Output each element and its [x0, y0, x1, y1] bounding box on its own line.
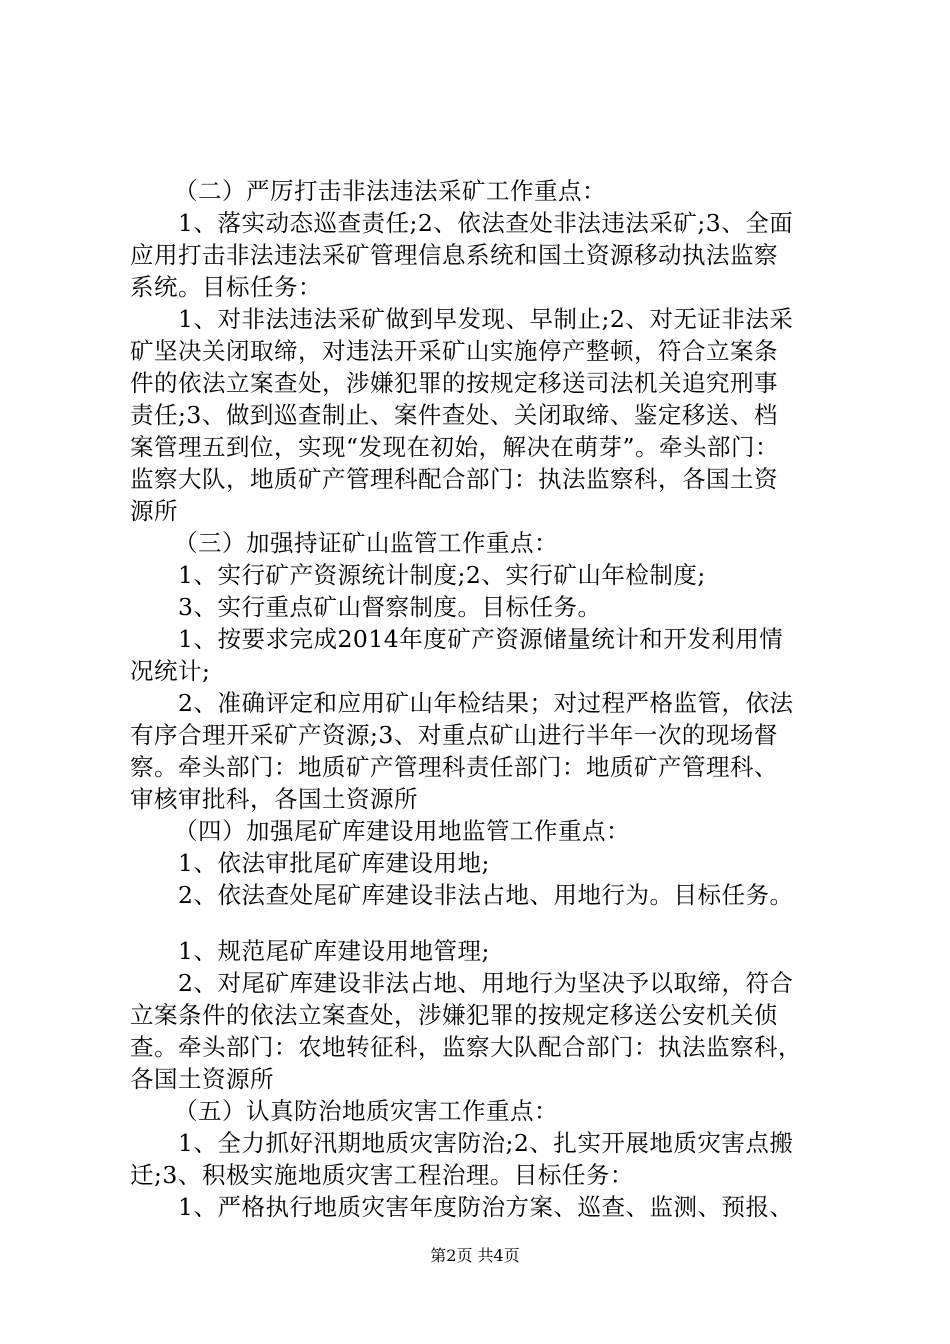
section-3-heading: （三）加强持证矿山监管工作重点： [174, 529, 558, 557]
paragraph-line: 1、落实动态巡查责任;2、依法查处非法违法采矿;3、全面 [178, 209, 794, 237]
paragraph-line: 审核审批科，各国土资源所 [130, 785, 418, 813]
page-footer: 第2页 共4页 [430, 1246, 520, 1265]
paragraph-line: 案管理五到位，实现“发现在初始，解决在萌芽”。牵头部门： [130, 433, 780, 461]
paragraph-line: 查。牵头部门：农地转征科，监察大队配合部门：执法监察科， [130, 1033, 802, 1061]
paragraph-line: 1、对非法违法采矿做到早发现、早制止;2、对无证非法采 [178, 305, 794, 333]
paragraph-line: 迁;3、积极实施地质灾害工程治理。目标任务： [130, 1161, 634, 1189]
paragraph-line: 有序合理开采矿产资源;3、对重点矿山进行半年一次的现场督 [130, 721, 778, 749]
paragraph-line: 源所 [130, 497, 178, 525]
paragraph-line: 1、实行矿产资源统计制度;2、实行矿山年检制度; [178, 561, 706, 589]
section-4-heading: （四）加强尾矿库建设用地监管工作重点： [174, 817, 630, 845]
paragraph-line: 1、规范尾矿库建设用地管理; [178, 937, 490, 965]
paragraph-line: 责任;3、做到巡查制止、案件查处、关闭取缔、鉴定移送、档 [130, 401, 778, 429]
paragraph-line: 矿坚决关闭取缔，对违法开采矿山实施停产整顿，符合立案条 [130, 337, 778, 365]
paragraph-line: 2、对尾矿库建设非法占地、用地行为坚决予以取缔，符合 [178, 969, 794, 997]
paragraph-line: 1、依法审批尾矿库建设用地; [178, 849, 490, 877]
paragraph-line: 察。牵头部门：地质矿产管理科责任部门：地质矿产管理科、 [130, 753, 778, 781]
paragraph-line: 件的依法立案查处，涉嫌犯罪的按规定移送司法机关追究刑事 [130, 369, 778, 397]
paragraph-line: 系统。目标任务： [130, 273, 322, 301]
paragraph-line: 监察大队，地质矿产管理科配合部门：执法监察科，各国土资 [130, 465, 778, 493]
paragraph-line: 况统计; [130, 657, 211, 685]
paragraph-line: 2、依法查处尾矿库建设非法占地、用地行为。目标任务。 [178, 881, 794, 909]
section-2-heading: （二）严厉打击非法违法采矿工作重点： [174, 177, 606, 205]
paragraph-line: 1、按要求完成2014年度矿产资源储量统计和开发利用情 [178, 625, 784, 653]
paragraph-line: 立案条件的依法立案查处，涉嫌犯罪的按规定移送公安机关侦 [130, 1001, 778, 1029]
paragraph-line: 2、准确评定和应用矿山年检结果；对过程严格监管，依法 [178, 689, 794, 717]
section-5-heading: （五）认真防治地质灾害工作重点： [174, 1097, 558, 1125]
paragraph-line: 1、全力抓好汛期地质灾害防治;2、扎实开展地质灾害点搬 [178, 1129, 794, 1157]
paragraph-line: 3、实行重点矿山督察制度。目标任务。 [178, 593, 602, 621]
paragraph-line: 应用打击非法违法采矿管理信息系统和国土资源移动执法监察 [130, 241, 778, 269]
paragraph-line: 1、严格执行地质灾害年度防治方案、巡查、监测、预报、 [178, 1193, 794, 1221]
paragraph-line: 各国土资源所 [130, 1065, 274, 1093]
